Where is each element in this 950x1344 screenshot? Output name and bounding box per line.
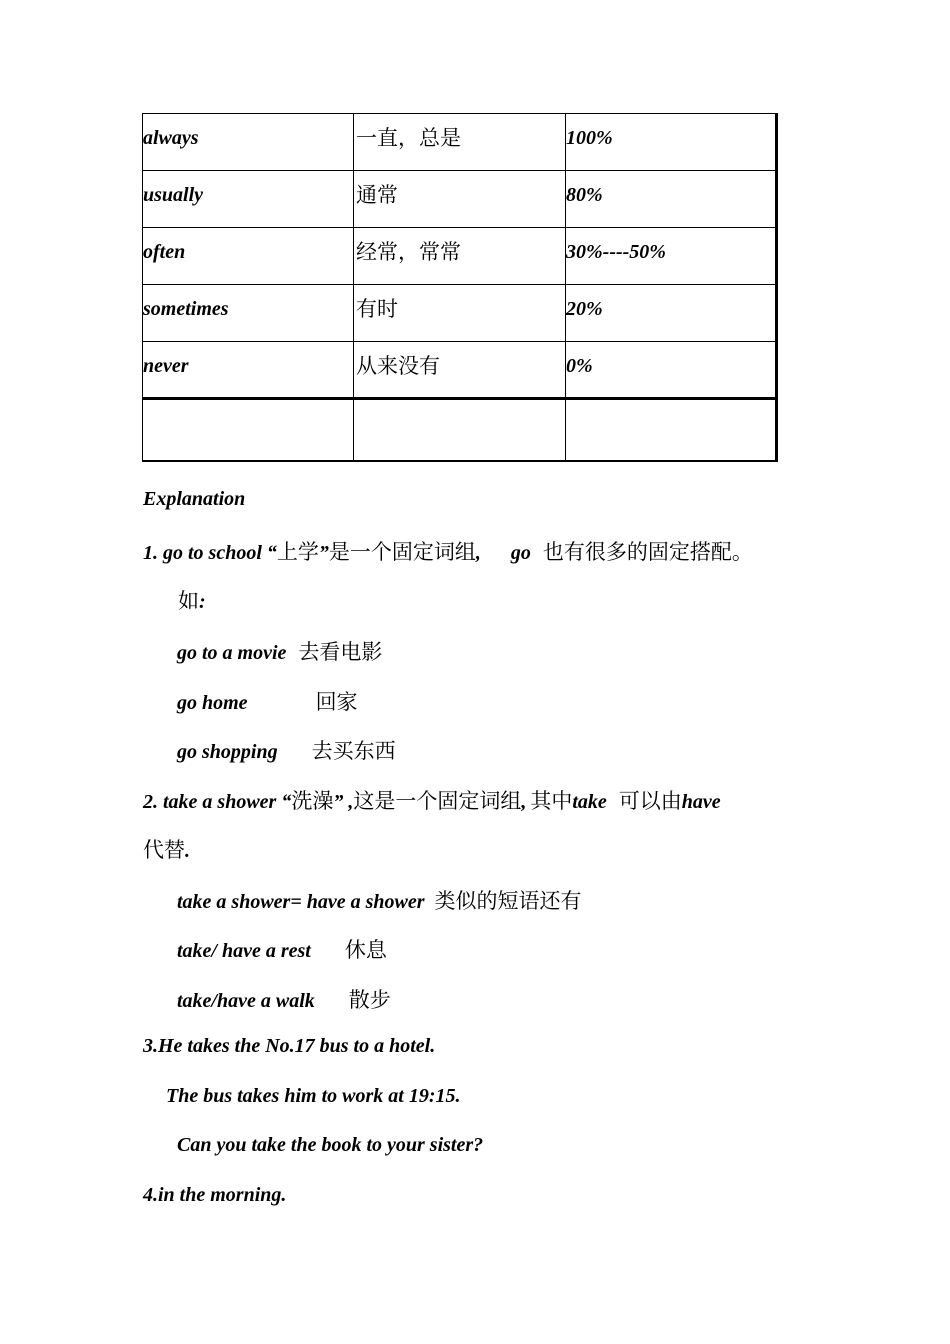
adverb-percent: 0% bbox=[566, 355, 593, 377]
item2-zh-e: 代替 bbox=[143, 838, 185, 862]
adverb-word: often bbox=[143, 241, 186, 263]
item3-line-1: 3.He takes the No.17 bus to a hotel. bbox=[143, 1035, 436, 1057]
example-en: go shopping bbox=[177, 741, 278, 763]
item1-comma: , bbox=[475, 542, 481, 564]
table-cell-meaning bbox=[354, 228, 566, 285]
item1-ru: 如 bbox=[178, 589, 199, 613]
item1-go: go bbox=[510, 542, 531, 564]
item2-zh-d: 可以由 bbox=[618, 789, 682, 813]
table-cell-empty bbox=[566, 399, 777, 461]
item1-lead: 1. go to school “ bbox=[143, 542, 277, 564]
table-cell-percent bbox=[566, 228, 777, 285]
table-row-empty bbox=[143, 399, 777, 461]
table-cell-empty bbox=[354, 399, 566, 461]
example-en: take/have a walk bbox=[177, 990, 315, 1012]
explanation-item-2 bbox=[143, 785, 721, 815]
adverb-percent: 30%----50% bbox=[566, 241, 666, 263]
table-cell-percent bbox=[566, 342, 777, 399]
example-zh: 休息 bbox=[344, 938, 387, 962]
adverb-word: sometimes bbox=[143, 298, 229, 320]
item2-example bbox=[177, 934, 387, 964]
table-cell-meaning bbox=[354, 342, 566, 399]
item1-zh-c: 也有很多的固定搭配。 bbox=[542, 540, 753, 564]
item1-close-quote: ” bbox=[318, 542, 329, 564]
item2-continuation bbox=[143, 834, 190, 864]
item2-zh-a: 洗澡 bbox=[291, 789, 334, 813]
table-cell-word bbox=[143, 285, 354, 342]
item2-period: . bbox=[185, 840, 190, 862]
item1-zh-a: 上学 bbox=[276, 540, 319, 564]
example-zh: 散步 bbox=[348, 988, 391, 1012]
adverb-meaning: 一直，总是 bbox=[356, 126, 461, 150]
table-cell-word bbox=[143, 114, 354, 171]
item2-eq-en: take a shower= have a shower bbox=[177, 891, 425, 913]
table-cell-meaning bbox=[354, 114, 566, 171]
table-cell-word bbox=[143, 228, 354, 285]
item2-take: take bbox=[572, 791, 607, 813]
item2-comma: , bbox=[521, 791, 527, 813]
adverb-meaning: 有时 bbox=[356, 297, 398, 321]
example-en: take/ have a rest bbox=[177, 940, 311, 962]
table-cell-percent bbox=[566, 285, 777, 342]
item1-colon: : bbox=[199, 591, 206, 613]
adverb-meaning: 经常，常常 bbox=[356, 240, 461, 264]
example-zh: 去看电影 bbox=[298, 640, 383, 664]
item2-zh-c: 其中 bbox=[530, 789, 573, 813]
table-row bbox=[143, 171, 777, 228]
table-cell-word bbox=[143, 342, 354, 399]
item2-have: have bbox=[681, 791, 721, 813]
example-zh: 去买东西 bbox=[311, 739, 396, 763]
item1-zh-b: 是一个固定词组 bbox=[328, 540, 476, 564]
table-cell-word bbox=[143, 171, 354, 228]
table-cell-meaning bbox=[354, 171, 566, 228]
explanation-item-1 bbox=[143, 536, 753, 566]
adverb-word: always bbox=[143, 127, 199, 149]
item3-line-3: Can you take the book to your sister? bbox=[177, 1134, 484, 1156]
adverb-word: usually bbox=[143, 184, 204, 206]
item1-example bbox=[177, 686, 358, 716]
table-row bbox=[143, 342, 777, 399]
table-cell-percent bbox=[566, 171, 777, 228]
adverb-word: never bbox=[143, 355, 189, 377]
item3-line-2: The bus takes him to work at 19:15. bbox=[166, 1085, 461, 1107]
item1-example-intro bbox=[178, 585, 206, 615]
frequency-table bbox=[142, 113, 778, 462]
example-zh: 回家 bbox=[315, 690, 358, 714]
example-en: go to a movie bbox=[177, 642, 287, 664]
item2-zh-b: 这是一个固定词组 bbox=[353, 789, 522, 813]
item2-lead: 2. take a shower “ bbox=[143, 791, 292, 813]
item4-line-1: 4.in the morning. bbox=[143, 1184, 287, 1206]
adverb-meaning: 从来没有 bbox=[356, 354, 440, 378]
explanation-heading: Explanation bbox=[143, 488, 246, 510]
table-row bbox=[143, 114, 777, 171]
table-cell-meaning bbox=[354, 285, 566, 342]
table-cell-percent bbox=[566, 114, 777, 171]
item2-eq-zh: 类似的短语还有 bbox=[434, 889, 582, 913]
table-cell-empty bbox=[143, 399, 354, 461]
adverb-percent: 20% bbox=[566, 298, 603, 320]
item1-example bbox=[177, 735, 396, 765]
item1-example bbox=[177, 636, 382, 666]
item2-example bbox=[177, 984, 391, 1014]
example-en: go home bbox=[177, 692, 248, 714]
adverb-meaning: 通常 bbox=[356, 183, 398, 207]
adverb-percent: 100% bbox=[566, 127, 613, 149]
item2-equivalence bbox=[177, 885, 582, 915]
table-row bbox=[143, 285, 777, 342]
adverb-percent: 80% bbox=[566, 184, 603, 206]
table-row bbox=[143, 228, 777, 285]
item2-close-quote: ” , bbox=[333, 791, 354, 813]
